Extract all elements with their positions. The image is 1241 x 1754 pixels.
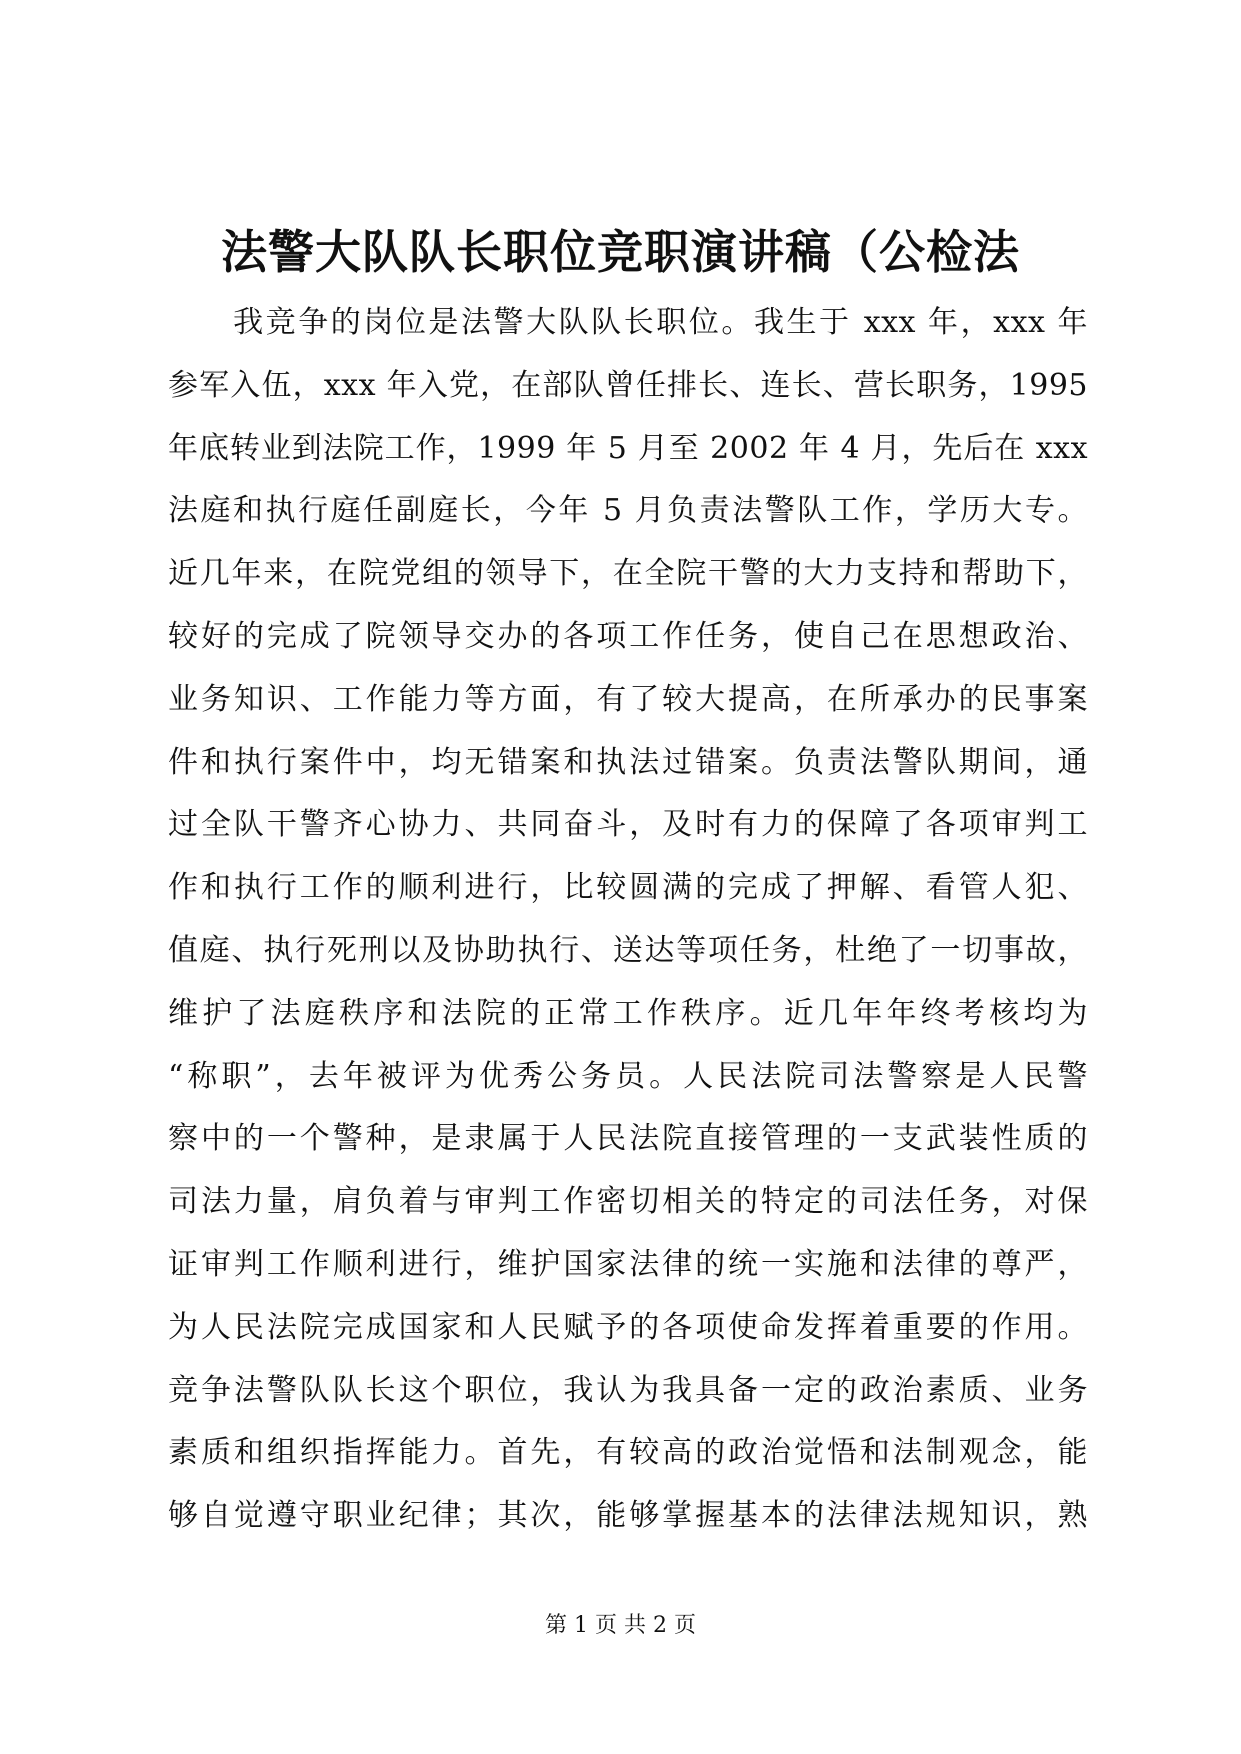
body-line: 竞争法警队队长这个职位，我认为我具备一定的政治素质、业务	[168, 1372, 1088, 1408]
body-line: 过全队干警齐心协力、共同奋斗，及时有力的保障了各项审判工	[168, 807, 1088, 843]
document-title: 法警大队队长职位竞职演讲稿（公检法	[221, 225, 1020, 279]
body-line: 素质和组织指挥能力。首先，有较高的政治觉悟和法制观念，能	[168, 1435, 1088, 1471]
body-line: 作和执行工作的顺利进行，比较圆满的完成了押解、看管人犯、	[168, 870, 1088, 906]
body-line: 值庭、执行死刑以及协助执行、送达等项任务，杜绝了一切事故，	[168, 932, 1088, 968]
body-line: “称职”，去年被评为优秀公务员。人民法院司法警察是人民警	[168, 1058, 1088, 1094]
body-line: 证审判工作顺利进行，维护国家法律的统一实施和法律的尊严，	[168, 1246, 1088, 1282]
body-line: 够自觉遵守职业纪律；其次，能够掌握基本的法律法规知识，熟	[168, 1498, 1088, 1534]
body-line: 件和执行案件中，均无错案和执法过错案。负责法警队期间，通	[168, 744, 1088, 780]
body-line: 业务知识、工作能力等方面，有了较大提高，在所承办的民事案	[168, 681, 1088, 717]
page-footer: 第 1 页 共 2 页	[545, 1613, 696, 1638]
body-line: 年底转业到法院工作，1999 年 5 月至 2002 年 4 月，先后在 xxx	[168, 430, 1088, 466]
body-line: 维护了法庭秩序和法院的正常工作秩序。近几年年终考核均为	[168, 995, 1088, 1031]
body-line: 法庭和执行庭任副庭长，今年 5 月负责法警队工作，学历大专。	[168, 493, 1088, 529]
body-line: 我竞争的岗位是法警大队队长职位。我生于 xxx 年，xxx 年	[168, 305, 1088, 340]
body-line: 参军入伍，xxx 年入党，在部队曾任排长、连长、营长职务，1995	[168, 367, 1088, 403]
body-line: 较好的完成了院领导交办的各项工作任务，使自己在思想政治、	[168, 618, 1088, 654]
document-body	[168, 292, 1088, 1548]
body-line: 为人民法院完成国家和人民赋予的各项使命发挥着重要的作用。	[168, 1309, 1088, 1345]
body-line: 司法力量，肩负着与审判工作密切相关的特定的司法任务，对保	[168, 1184, 1088, 1220]
body-line: 察中的一个警种，是隶属于人民法院直接管理的一支武装性质的	[168, 1121, 1088, 1157]
body-line: 近几年来，在院党组的领导下，在全院干警的大力支持和帮助下，	[168, 556, 1088, 592]
